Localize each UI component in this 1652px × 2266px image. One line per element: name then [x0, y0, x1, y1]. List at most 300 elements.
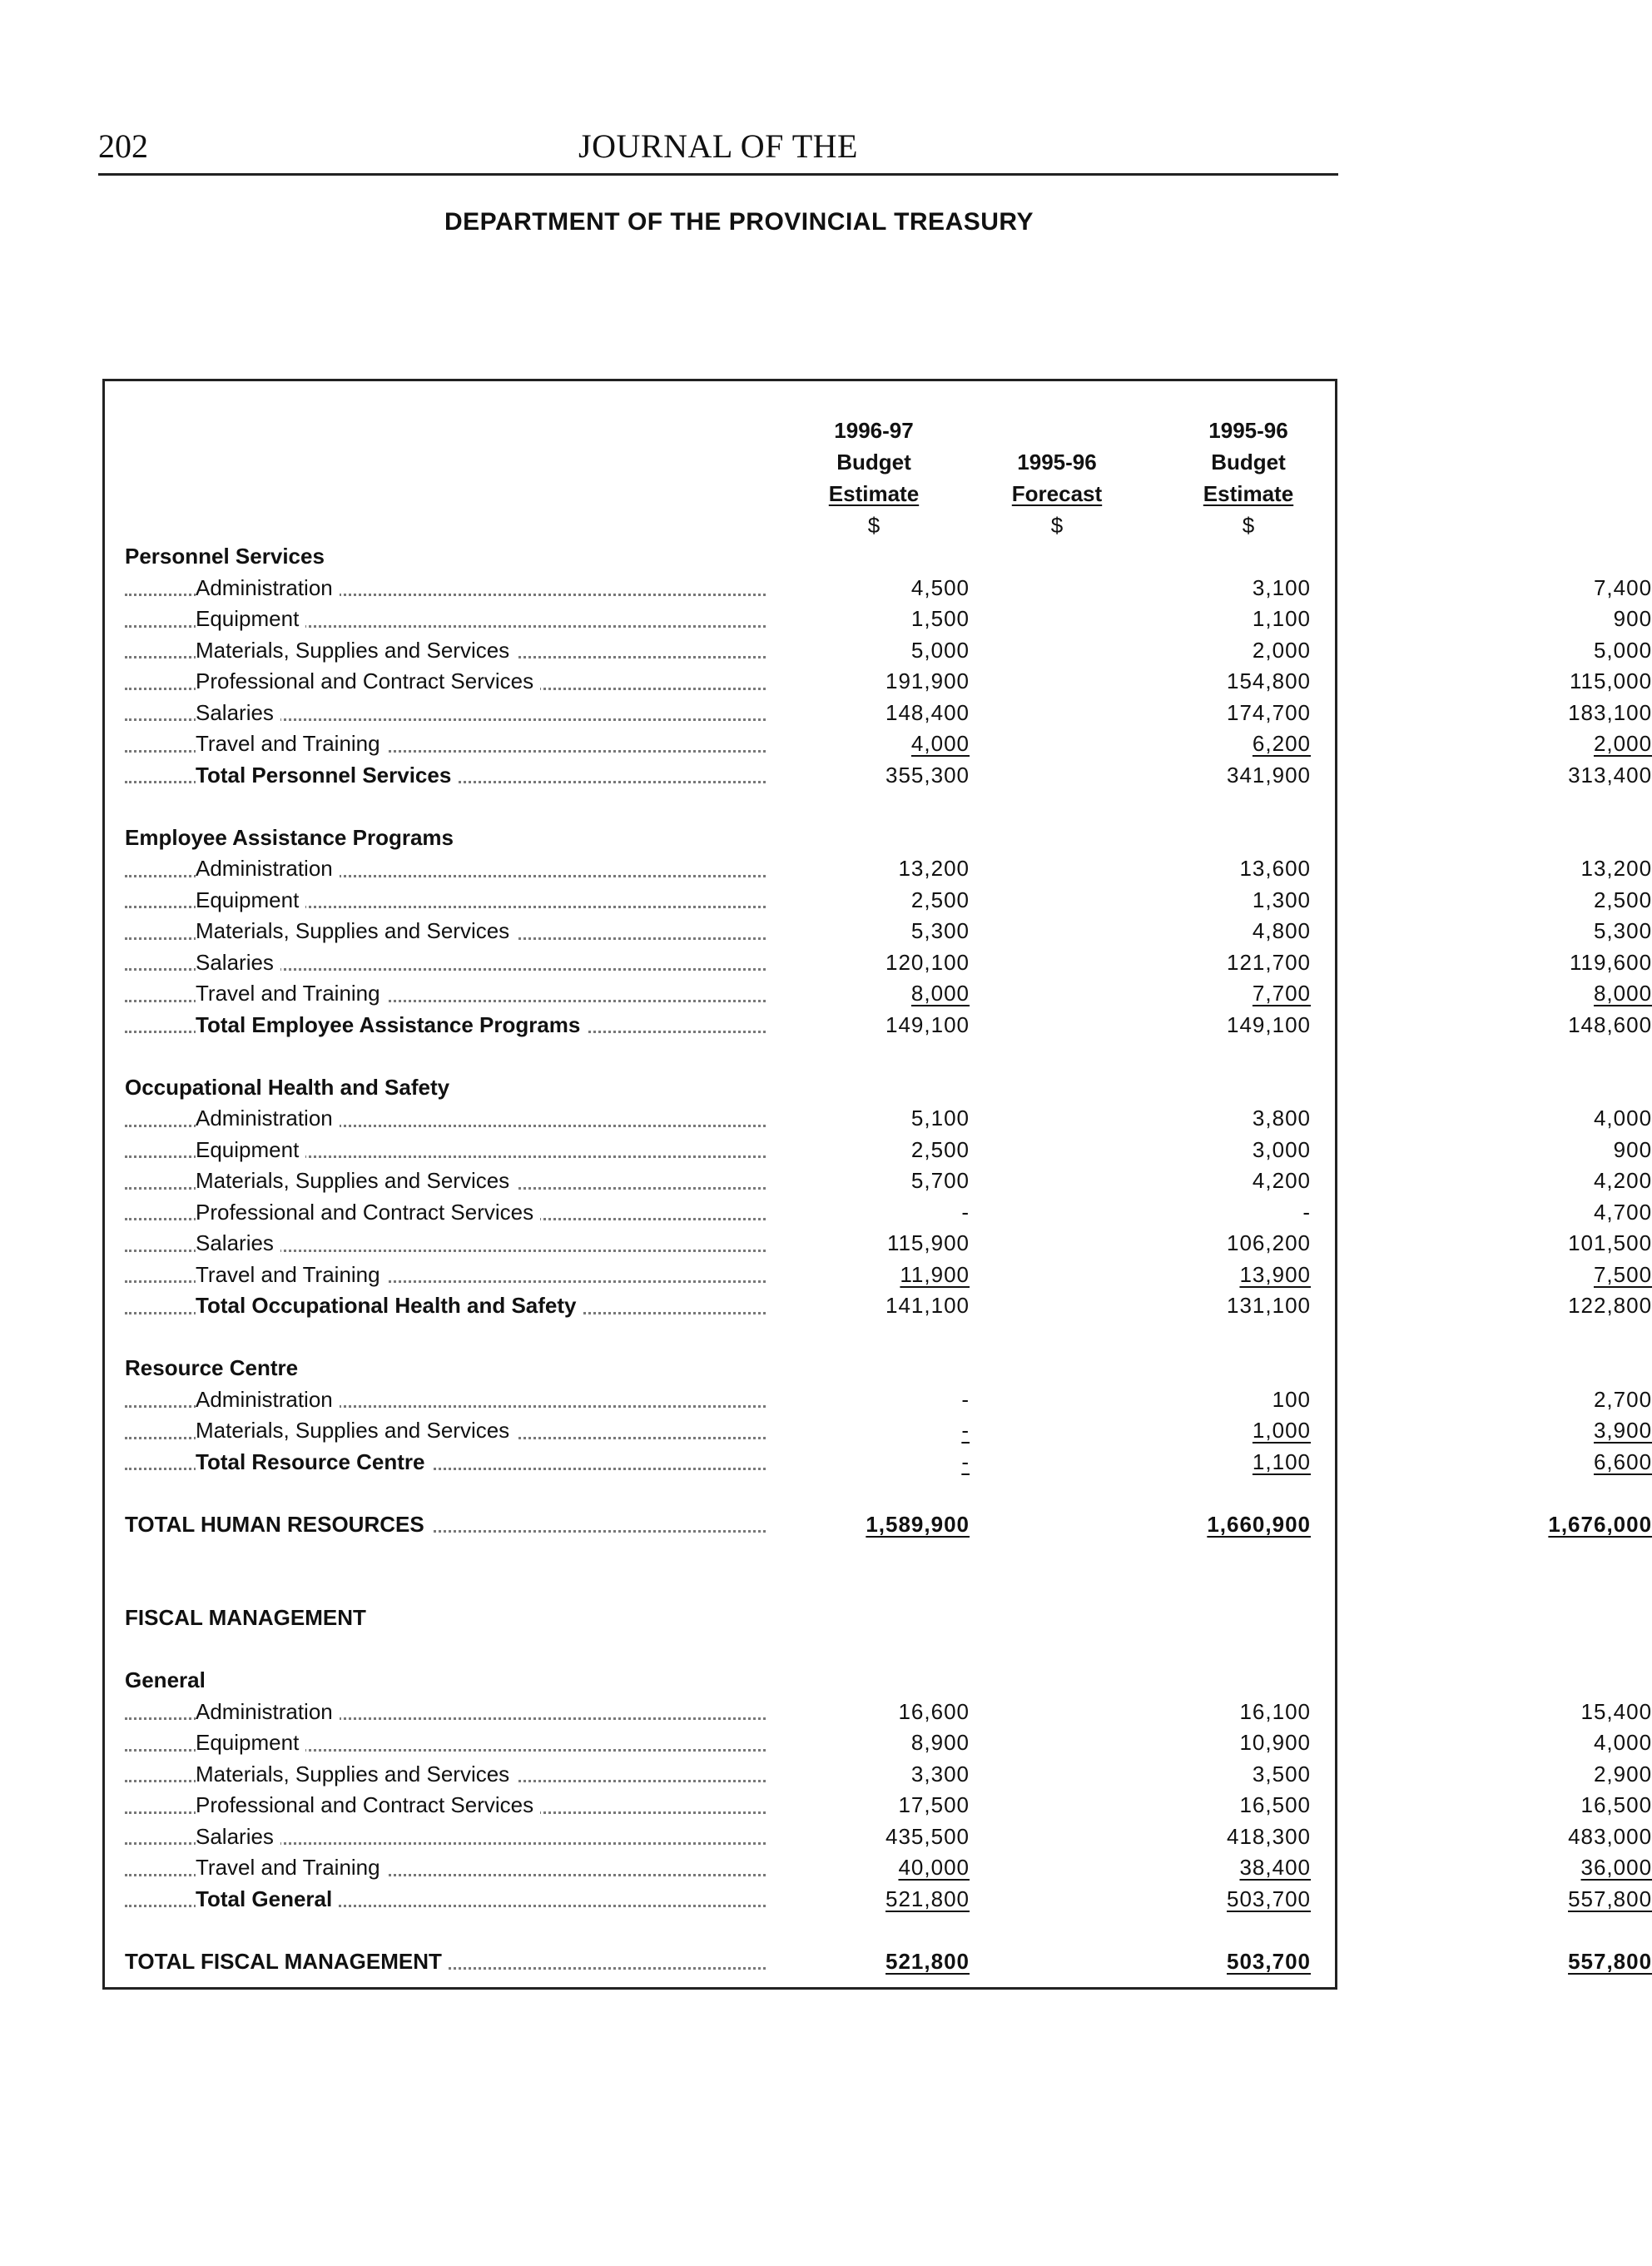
amount-value: 557,800	[1568, 1886, 1652, 1911]
row-label	[125, 916, 774, 947]
amount-cell	[774, 698, 970, 729]
column-header-line: Estimate	[828, 481, 920, 506]
column-gap	[1311, 1165, 1456, 1197]
column-gap	[970, 1103, 1115, 1135]
amount-cell	[1115, 1165, 1311, 1197]
row-label-text: Equipment	[196, 1730, 305, 1755]
column-gap	[970, 1290, 1115, 1322]
amount-cell	[1456, 1290, 1652, 1322]
amount-value: 174,700	[1227, 699, 1311, 725]
item-row	[125, 728, 1652, 760]
spacer-cell	[125, 1478, 1652, 1509]
row-label	[125, 666, 774, 698]
amount-value: 4,000	[910, 731, 970, 757]
amount-value: 2,000	[1252, 637, 1311, 663]
item-row	[125, 1852, 1652, 1884]
column-gap	[1311, 573, 1456, 604]
amount-cell	[1115, 853, 1311, 885]
amount-cell	[774, 1165, 970, 1197]
amount-cell	[1456, 1103, 1652, 1135]
amount-value: 183,100	[1568, 699, 1652, 725]
amount-value: 148,400	[886, 699, 970, 725]
total-row	[125, 1884, 1652, 1916]
row-label	[125, 1697, 774, 1728]
column-gap	[1311, 604, 1456, 635]
row-label	[125, 1509, 774, 1541]
amount-cell	[1456, 604, 1652, 635]
amount-value: 503,700	[1227, 1948, 1311, 1974]
amount-value: 1,500	[910, 606, 970, 632]
column-gap	[1311, 1228, 1456, 1260]
amount-value: 3,900	[1593, 1418, 1652, 1444]
spacer-row	[125, 1540, 1652, 1572]
amount-value: 4,000	[1593, 1106, 1652, 1131]
amount-value: 1,300	[1252, 887, 1311, 912]
row-label	[125, 1415, 774, 1447]
column-gap	[970, 760, 1115, 792]
amount-cell	[1456, 916, 1652, 947]
row-label-text: Administration	[196, 1387, 340, 1412]
column-header-line: Forecast	[1011, 481, 1103, 506]
amount-cell	[774, 978, 970, 1010]
amount-value: 3,500	[1252, 1761, 1311, 1786]
section-row	[125, 1072, 1652, 1104]
column-gap	[970, 1415, 1115, 1447]
amount-cell	[1456, 1884, 1652, 1916]
amount-cell	[1456, 1821, 1652, 1853]
row-label	[125, 1228, 774, 1260]
row-label-text: Travel and Training	[196, 1262, 387, 1287]
row-label	[125, 604, 774, 635]
amount-value: 2,000	[1593, 731, 1652, 757]
amount-value: -	[961, 1418, 970, 1444]
amount-cell	[1456, 853, 1652, 885]
amount-value: 5,300	[1593, 918, 1652, 944]
column-gap	[1311, 853, 1456, 885]
amount-cell	[1115, 604, 1311, 635]
row-label-text: Resource Centre	[125, 1355, 305, 1380]
column-gap	[1311, 916, 1456, 947]
amount-value: 4,000	[1593, 1730, 1652, 1756]
amount-value: 16,600	[898, 1698, 970, 1724]
amount-value: 313,400	[1568, 762, 1652, 788]
amount-cell	[1456, 635, 1652, 667]
amount-value: 121,700	[1227, 949, 1311, 975]
column-gap	[1311, 885, 1456, 917]
spacer-cell	[125, 1915, 1652, 1946]
spacer-cell	[125, 1634, 1652, 1666]
row-label-text: Administration	[196, 1106, 340, 1131]
row-label	[125, 541, 1652, 573]
amount-cell	[1456, 1727, 1652, 1759]
column-gap	[1311, 1103, 1456, 1135]
amount-value: 6,600	[1593, 1449, 1652, 1474]
item-row	[125, 1415, 1652, 1447]
row-label	[125, 1447, 774, 1478]
amount-value: 1,660,900	[1207, 1511, 1311, 1537]
row-label	[125, 1790, 774, 1821]
amount-cell	[774, 1759, 970, 1791]
amount-value: 5,100	[910, 1106, 970, 1131]
amount-value: 3,800	[1252, 1106, 1311, 1131]
amount-value: 5,300	[910, 918, 970, 944]
amount-cell	[1115, 978, 1311, 1010]
amount-cell	[774, 1821, 970, 1853]
row-label	[125, 885, 774, 917]
amount-value: 7,700	[1252, 981, 1311, 1006]
amount-value: 341,900	[1227, 762, 1311, 788]
row-label	[125, 760, 774, 792]
amount-value: 120,100	[886, 949, 970, 975]
amount-cell	[1456, 1384, 1652, 1416]
row-label-text: TOTAL FISCAL MANAGEMENT	[125, 1949, 449, 1974]
row-label	[125, 1946, 774, 1978]
amount-value: 7,400	[1593, 574, 1652, 600]
amount-cell	[1115, 1197, 1311, 1229]
row-label	[125, 1603, 1652, 1634]
amount-cell	[774, 1260, 970, 1291]
amount-cell	[1456, 573, 1652, 604]
amount-value: 521,800	[886, 1948, 970, 1974]
row-label-text: Salaries	[196, 700, 280, 725]
amount-value: 11,900	[900, 1261, 970, 1287]
amount-cell	[1115, 1260, 1311, 1291]
total-row	[125, 760, 1652, 792]
amount-value: 503,700	[1227, 1886, 1311, 1911]
row-label-text: Materials, Supplies and Services	[196, 918, 516, 943]
row-label-text: Administration	[196, 856, 340, 881]
column-gap	[1311, 1884, 1456, 1916]
row-label-text: Employee Assistance Programs	[125, 825, 460, 850]
column-gap	[970, 666, 1115, 698]
amount-value: 131,100	[1227, 1293, 1311, 1319]
row-label-text: Occupational Health and Safety	[125, 1075, 456, 1100]
budget-table-body	[125, 541, 1652, 1977]
amount-value: 4,800	[1252, 918, 1311, 944]
amount-value: 16,500	[1239, 1792, 1311, 1818]
column-gap	[1311, 635, 1456, 667]
amount-value: 2,900	[1593, 1761, 1652, 1786]
amount-cell	[774, 1727, 970, 1759]
amount-cell	[1115, 1790, 1311, 1821]
row-label-text: Materials, Supplies and Services	[196, 1168, 516, 1193]
amount-cell	[774, 1384, 970, 1416]
row-label	[125, 822, 1652, 854]
column-gap	[1311, 1447, 1456, 1478]
amount-cell	[1456, 666, 1652, 698]
column-gap	[970, 916, 1115, 947]
item-row	[125, 1697, 1652, 1728]
amount-value: 106,200	[1227, 1230, 1311, 1256]
spacer-row	[125, 1634, 1652, 1666]
column-header-line: Budget	[1211, 450, 1286, 475]
row-label-text: Equipment	[196, 887, 305, 912]
amount-value: 5,000	[1593, 637, 1652, 663]
amount-cell	[1115, 666, 1311, 698]
amount-cell	[774, 1197, 970, 1229]
amount-cell	[1115, 1135, 1311, 1166]
column-gap	[1311, 1852, 1456, 1884]
item-row	[125, 573, 1652, 604]
column-gap	[970, 698, 1115, 729]
amount-value: 2,500	[910, 1136, 970, 1162]
amount-cell	[1115, 916, 1311, 947]
row-label-text: Materials, Supplies and Services	[196, 1418, 516, 1443]
row-label	[125, 1103, 774, 1135]
amount-cell	[1456, 1010, 1652, 1041]
column-gap	[970, 1697, 1115, 1728]
row-label	[125, 1384, 774, 1416]
amount-cell	[1115, 635, 1311, 667]
amount-cell	[1115, 1697, 1311, 1728]
amount-cell	[1456, 1697, 1652, 1728]
row-label	[125, 1135, 774, 1166]
amount-cell	[1456, 1509, 1652, 1541]
amount-value: 4,200	[1593, 1168, 1652, 1194]
column-gap	[1311, 698, 1456, 729]
column-gap	[970, 1946, 1115, 1978]
amount-cell	[774, 1509, 970, 1541]
row-label	[125, 1821, 774, 1853]
amount-value: 154,800	[1227, 668, 1311, 694]
amount-cell	[1115, 1228, 1311, 1260]
spacer-row	[125, 791, 1652, 822]
item-row	[125, 1135, 1652, 1166]
row-label	[125, 728, 774, 760]
amount-value: 557,800	[1568, 1948, 1652, 1974]
row-label-text: Salaries	[196, 1824, 280, 1849]
amount-value: 100	[1272, 1386, 1311, 1412]
amount-value: 3,100	[1252, 574, 1311, 600]
row-label-text: Salaries	[196, 1230, 280, 1255]
amount-value: 13,600	[1239, 856, 1311, 882]
amount-cell	[1115, 1290, 1311, 1322]
section-row	[125, 541, 1652, 573]
column-currency: $	[1050, 513, 1064, 538]
column-gap	[970, 573, 1115, 604]
amount-cell	[774, 1884, 970, 1916]
column-gap	[1311, 1384, 1456, 1416]
amount-value: 115,900	[886, 1230, 970, 1256]
spacer-row	[125, 1322, 1652, 1354]
amount-value: -	[961, 1199, 970, 1225]
amount-value: 101,500	[1568, 1230, 1652, 1256]
amount-value: 10,900	[1239, 1730, 1311, 1756]
amount-cell	[774, 1290, 970, 1322]
column-gap	[1311, 1727, 1456, 1759]
amount-cell	[774, 573, 970, 604]
amount-cell	[1115, 1447, 1311, 1478]
amount-cell	[1115, 1509, 1311, 1541]
amount-cell	[774, 1697, 970, 1728]
row-label	[125, 1197, 774, 1229]
amount-value: 6,200	[1252, 731, 1311, 757]
row-label-text: TOTAL HUMAN RESOURCES	[125, 1512, 431, 1537]
column-gap	[1311, 1759, 1456, 1791]
amount-value: 2,500	[910, 887, 970, 912]
item-row	[125, 635, 1652, 667]
amount-cell	[1115, 1384, 1311, 1416]
column-gap	[1311, 947, 1456, 979]
amount-cell	[1115, 1727, 1311, 1759]
column-gap	[1311, 1821, 1456, 1853]
amount-value: 8,000	[910, 981, 970, 1006]
column-gap	[1311, 978, 1456, 1010]
column-header-forecast-1995-96	[957, 415, 1157, 541]
column-gap	[970, 1821, 1115, 1853]
spacer-row	[125, 1041, 1652, 1072]
column-gap	[970, 604, 1115, 635]
amount-value: 5,700	[910, 1168, 970, 1194]
amount-value: 483,000	[1568, 1823, 1652, 1849]
amount-cell	[1115, 1852, 1311, 1884]
amount-cell	[774, 1415, 970, 1447]
row-label-text: Total Personnel Services	[196, 763, 458, 788]
row-label-text: Total Employee Assistance Programs	[196, 1012, 587, 1037]
item-row	[125, 885, 1652, 917]
row-label-text: Travel and Training	[196, 981, 387, 1006]
column-gap	[1311, 760, 1456, 792]
amount-value: 355,300	[886, 762, 970, 788]
column-gap	[970, 1509, 1115, 1541]
spacer-row	[125, 1915, 1652, 1946]
amount-cell	[1115, 1759, 1311, 1791]
row-label-text: Materials, Supplies and Services	[196, 638, 516, 663]
section-row	[125, 822, 1652, 854]
amount-cell	[1456, 760, 1652, 792]
column-gap	[1311, 1135, 1456, 1166]
column-header-budget-estimate-1996-97	[774, 415, 974, 541]
row-label	[125, 635, 774, 667]
column-gap	[1311, 1260, 1456, 1291]
total-row	[125, 1290, 1652, 1322]
row-label-text: Professional and Contract Services	[196, 1200, 540, 1225]
grand-row	[125, 1946, 1652, 1978]
item-row	[125, 916, 1652, 947]
item-row	[125, 1165, 1652, 1197]
amount-cell	[1456, 1228, 1652, 1260]
grand-row	[125, 1509, 1652, 1541]
column-gap	[970, 853, 1115, 885]
amount-cell	[774, 760, 970, 792]
item-row	[125, 1821, 1652, 1853]
amount-value: 115,000	[1569, 668, 1652, 694]
amount-value: 1,589,900	[866, 1511, 970, 1537]
amount-value: 5,000	[910, 637, 970, 663]
column-gap	[1311, 1509, 1456, 1541]
amount-value: 15,400	[1580, 1698, 1652, 1724]
row-label	[125, 1884, 774, 1916]
row-label	[125, 573, 774, 604]
row-label-text: Administration	[196, 1699, 340, 1724]
amount-cell	[1456, 1165, 1652, 1197]
amount-cell	[774, 947, 970, 979]
row-label	[125, 1290, 774, 1322]
column-gap	[970, 1884, 1115, 1916]
amount-cell	[1115, 1010, 1311, 1041]
amount-cell	[1456, 978, 1652, 1010]
amount-value: 1,000	[1252, 1418, 1311, 1444]
amount-value: 13,200	[1580, 856, 1652, 882]
budget-table	[125, 541, 1652, 1977]
amount-value: 4,500	[910, 574, 970, 600]
item-row	[125, 1103, 1652, 1135]
column-gap	[970, 1260, 1115, 1291]
amount-value: 122,800	[1568, 1293, 1652, 1319]
spacer-cell	[125, 1041, 1652, 1072]
spacer-row	[125, 1572, 1652, 1603]
spacer-cell	[125, 1572, 1652, 1603]
amount-value: 119,600	[1569, 949, 1652, 975]
column-gap	[1311, 728, 1456, 760]
column-gap	[970, 1135, 1115, 1166]
amount-cell	[774, 853, 970, 885]
amount-value: 13,900	[1239, 1261, 1311, 1287]
amount-value: -	[961, 1386, 970, 1412]
column-header-line: 1996-97	[834, 418, 914, 443]
column-gap	[1311, 1697, 1456, 1728]
amount-value: 8,900	[910, 1730, 970, 1756]
spacer-cell	[125, 791, 1652, 822]
amount-value: 141,100	[886, 1293, 970, 1319]
column-header-line: Budget	[836, 450, 911, 475]
amount-value: 2,700	[1593, 1386, 1652, 1412]
column-gap	[970, 1759, 1115, 1791]
row-label-text: Total Resource Centre	[196, 1449, 431, 1474]
column-gap	[1311, 666, 1456, 698]
amount-cell	[1456, 1447, 1652, 1478]
running-head	[98, 125, 1338, 176]
amount-value: 148,600	[1568, 1011, 1652, 1037]
amount-value: 38,400	[1239, 1855, 1311, 1881]
column-gap	[1311, 1290, 1456, 1322]
row-label	[125, 1260, 774, 1291]
item-row	[125, 1260, 1652, 1291]
amount-cell	[1115, 1415, 1311, 1447]
column-header-budget-estimate-1995-96	[1148, 415, 1348, 541]
row-label-text: Equipment	[196, 606, 305, 631]
amount-value: 149,100	[1227, 1011, 1311, 1037]
row-label	[125, 1665, 1652, 1697]
column-gap	[1311, 1415, 1456, 1447]
amount-value: 900	[1613, 1136, 1652, 1162]
amount-value: -	[1302, 1199, 1311, 1225]
spacer-row	[125, 1478, 1652, 1509]
column-currency: $	[1242, 513, 1255, 538]
amount-cell	[774, 666, 970, 698]
row-label-text: Personnel Services	[125, 544, 331, 569]
amount-value: -	[961, 1449, 970, 1474]
item-row	[125, 978, 1652, 1010]
column-gap	[970, 947, 1115, 979]
row-label	[125, 947, 774, 979]
amount-cell	[1115, 698, 1311, 729]
amount-value: 16,500	[1580, 1792, 1652, 1818]
amount-value: 4,700	[1593, 1199, 1652, 1225]
column-header-line: Estimate	[1203, 481, 1294, 506]
amount-value: 3,000	[1252, 1136, 1311, 1162]
amount-value: 8,000	[1593, 981, 1652, 1006]
item-row	[125, 947, 1652, 979]
item-row	[125, 1759, 1652, 1791]
page-number: 202	[98, 127, 148, 165]
item-row	[125, 1790, 1652, 1821]
column-header-line: 1995-96	[1017, 450, 1097, 475]
amount-cell	[774, 1010, 970, 1041]
column-gap	[970, 978, 1115, 1010]
row-label-text: Travel and Training	[196, 731, 387, 756]
total-row	[125, 1010, 1652, 1041]
